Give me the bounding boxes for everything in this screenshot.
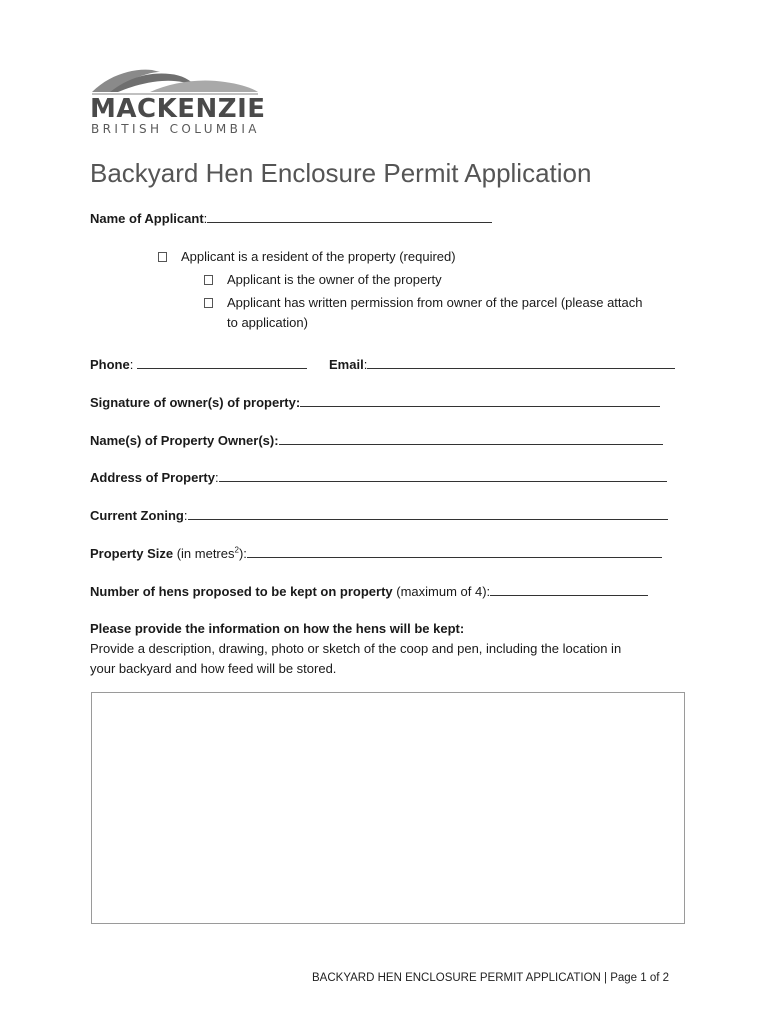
hens-label: Number of hens proposed to be kept on property	[90, 584, 393, 599]
checkbox-row-owner	[204, 272, 442, 287]
mackenzie-logo	[90, 64, 265, 136]
applicant-name-field[interactable]	[207, 210, 492, 223]
address-colon: :	[214, 470, 219, 485]
address-label: Address of Property	[90, 470, 215, 485]
property-size-colon: ):	[238, 546, 247, 561]
phone-label: Phone	[90, 357, 130, 372]
email-label: Email	[329, 357, 364, 372]
signature-field[interactable]	[300, 394, 660, 407]
applicant-name-label: Name of Applicant	[90, 211, 204, 226]
email-row	[329, 356, 675, 372]
property-size-unit: (in metres	[173, 546, 235, 561]
instructions-heading: Please provide the information on how the hens will be kept:	[90, 621, 465, 636]
zoning-field[interactable]	[188, 507, 668, 520]
phone-row	[90, 356, 307, 372]
permission-checkbox[interactable]	[204, 298, 213, 308]
logo-subtitle: BRITISH COLUMBIA	[91, 122, 260, 136]
owners-row	[90, 432, 663, 448]
property-size-label: Property Size	[90, 546, 174, 561]
logo-wordmark: MACKENZIE	[90, 94, 266, 124]
hens-count-field[interactable]	[490, 583, 648, 596]
owners-label: Name(s) of Property Owner(s):	[90, 433, 279, 448]
instructions-text-line-2: your backyard and how feed will be stored.	[90, 661, 337, 676]
zoning-label: Current Zoning	[90, 508, 184, 523]
phone-colon: :	[129, 357, 137, 372]
zoning-row	[90, 507, 668, 523]
resident-checkbox-label: Applicant is a resident of the property (required)	[181, 249, 456, 264]
applicant-name-row	[90, 210, 492, 226]
checkbox-row-resident	[158, 249, 456, 264]
email-field[interactable]	[367, 356, 675, 369]
resident-checkbox[interactable]	[158, 252, 167, 262]
zoning-colon: :	[183, 508, 188, 523]
property-size-superscript: 2	[234, 545, 239, 555]
owner-checkbox-label: Applicant is the owner of the property	[227, 272, 442, 287]
address-field[interactable]	[219, 469, 667, 482]
property-size-row	[90, 545, 662, 561]
property-size-field[interactable]	[247, 545, 662, 558]
hens-row	[90, 583, 648, 599]
signature-label: Signature of owner(s) of property:	[90, 395, 301, 410]
owner-checkbox[interactable]	[204, 275, 213, 285]
page-footer: BACKYARD HEN ENCLOSURE PERMIT APPLICATION | Page 1 of 2	[312, 972, 670, 984]
permission-checkbox-label-continued: to application)	[227, 315, 308, 330]
mountain-logo-icon	[90, 64, 265, 96]
permission-checkbox-label: Applicant has written permission from owner of the parcel (please attach	[227, 295, 643, 310]
hens-maximum-note: (maximum of 4):	[392, 584, 491, 599]
email-colon: :	[363, 357, 368, 372]
phone-field[interactable]	[137, 356, 307, 369]
owners-field[interactable]	[279, 432, 663, 445]
signature-row	[90, 394, 660, 410]
instructions-block	[90, 619, 690, 679]
instructions-text-line-1: Provide a description, drawing, photo or sketch of the coop and pen, including the location in	[90, 641, 622, 656]
description-sketch-box[interactable]	[91, 692, 685, 924]
page-title: Backyard Hen Enclosure Permit Application	[90, 158, 592, 188]
checkbox-row-permission	[204, 295, 642, 310]
applicant-name-colon: :	[203, 211, 208, 226]
address-row	[90, 469, 667, 485]
